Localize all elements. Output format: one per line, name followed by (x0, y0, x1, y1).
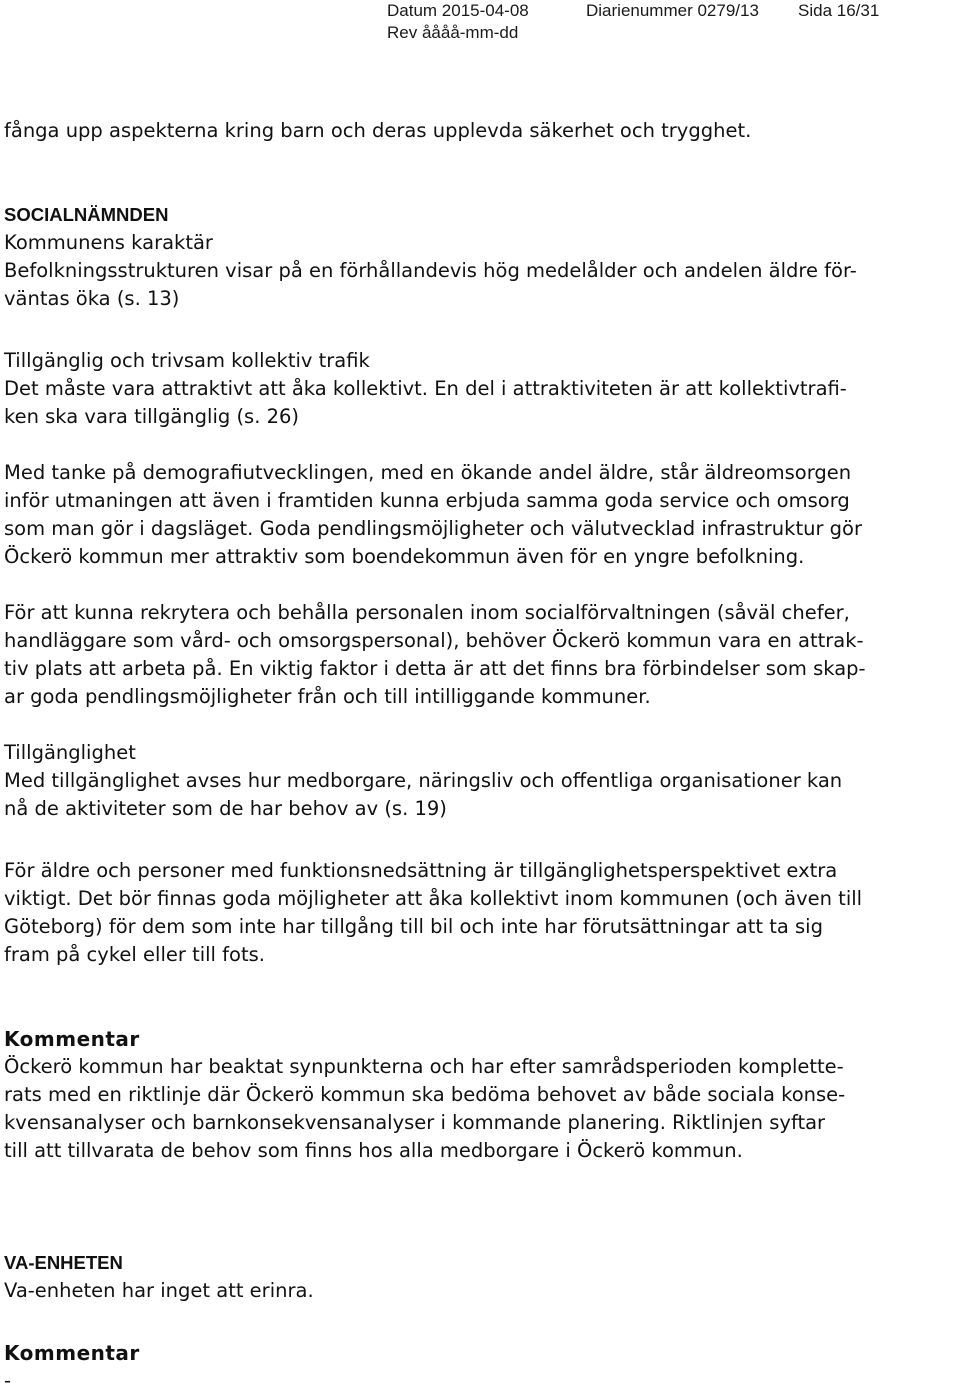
paragraph-line: Göteborg) för dem som inte har tillgång till bil och inte har förutsättningar att ta sig (4, 915, 823, 938)
paragraph-line: För att kunna rekrytera och behålla personalen inom socialförvaltningen (såväl chefer, (4, 601, 850, 624)
section-va-enheten (4, 1249, 954, 1395)
header-row-1 (387, 0, 947, 22)
subheading-kommunens-karaktar: Kommunens karaktär (4, 231, 213, 254)
comment-line: till att tillvarata de behov som finns hos alla medborgare i Öckerö kommun. (4, 1139, 743, 1162)
paragraph-line: För äldre och personer med funktionsnedsättning är tillgänglighetsperspektivet extra (4, 859, 838, 882)
paragraph-line: Med tillgänglighet avses hur medborgare, näringsliv och offentliga organisationer kan (4, 769, 843, 792)
header-page-number: Sida 16/31 (798, 1, 880, 20)
header-date: Datum 2015-04-08 (387, 1, 529, 20)
paragraph-line: väntas öka (s. 13) (4, 287, 180, 310)
section-socialnamnden (4, 201, 954, 1165)
paragraph-line: som man gör i dagsläget. Goda pendlingsmöjligheter och välutvecklad infrastruktur gör (4, 517, 862, 540)
section-heading: VA-ENHETEN (4, 1252, 123, 1273)
paragraph-line: ken ska vara tillgänglig (s. 26) (4, 405, 300, 428)
page-header (387, 0, 947, 44)
paragraph-line: viktigt. Det bör finnas goda möjligheter att åka kollektivt inom kommunen (och även till (4, 887, 863, 910)
intro-line: fånga upp aspekterna kring barn och deras upplevda säkerhet och trygghet. (4, 119, 752, 142)
document-body (4, 117, 954, 1395)
comment-heading: Kommentar (4, 1027, 140, 1051)
paragraph-line: tiv plats att arbeta på. En viktig faktor i detta är att det finns bra förbindelser som skap- (4, 657, 866, 680)
comment-line: Öckerö kommun har beaktat synpunkterna och har efter samrådsperioden komplette- (4, 1055, 844, 1078)
paragraph-line: Med tanke på demografiutvecklingen, med en ökande andel äldre, står äldreomsorgen (4, 461, 852, 484)
paragraph-line: ar goda pendlingsmöjligheter från och till intilliggande kommuner. (4, 685, 651, 708)
paragraph-line: fram på cykel eller till fots. (4, 943, 265, 966)
comment-line: kvensanalyser och barnkonsekvensanalyser i kommande planering. Riktlinjen syftar (4, 1111, 826, 1134)
header-row-2 (387, 22, 947, 44)
subheading-kollektiv-trafik: Tillgänglig och trivsam kollektiv trafik (4, 349, 370, 372)
comment-line: - (4, 1369, 12, 1392)
paragraph-line: inför utmaningen att även i framtiden kunna erbjuda samma goda service och omsorg (4, 489, 850, 512)
paragraph-line: nå de aktiviteter som de har behov av (s. 19) (4, 797, 447, 820)
comment-heading: Kommentar (4, 1341, 140, 1365)
header-diarienummer: Diarienummer 0279/13 (586, 1, 759, 20)
paragraph-line: Befolkningsstrukturen visar på en förhållandevis hög medelålder och andelen äldre för- (4, 259, 857, 282)
subheading-tillganglighet: Tillgänglighet (4, 741, 136, 764)
paragraph-line: Va-enheten har inget att erinra. (4, 1279, 314, 1302)
header-revision: Rev åååå-mm-dd (387, 23, 519, 42)
comment-line: rats med en riktlinje där Öckerö kommun ska bedöma behovet av både sociala konse- (4, 1083, 846, 1106)
paragraph-line: Det måste vara attraktivt att åka kollektivt. En del i attraktiviteten är att kollektivtrafi- (4, 377, 847, 400)
paragraph-line: handläggare som vård- och omsorgspersonal), behöver Öckerö kommun vara en attrak- (4, 629, 864, 652)
paragraph-line: Öckerö kommun mer attraktiv som boendekommun även för en yngre befolkning. (4, 545, 805, 568)
section-heading: SOCIALNÄMNDEN (4, 204, 169, 225)
